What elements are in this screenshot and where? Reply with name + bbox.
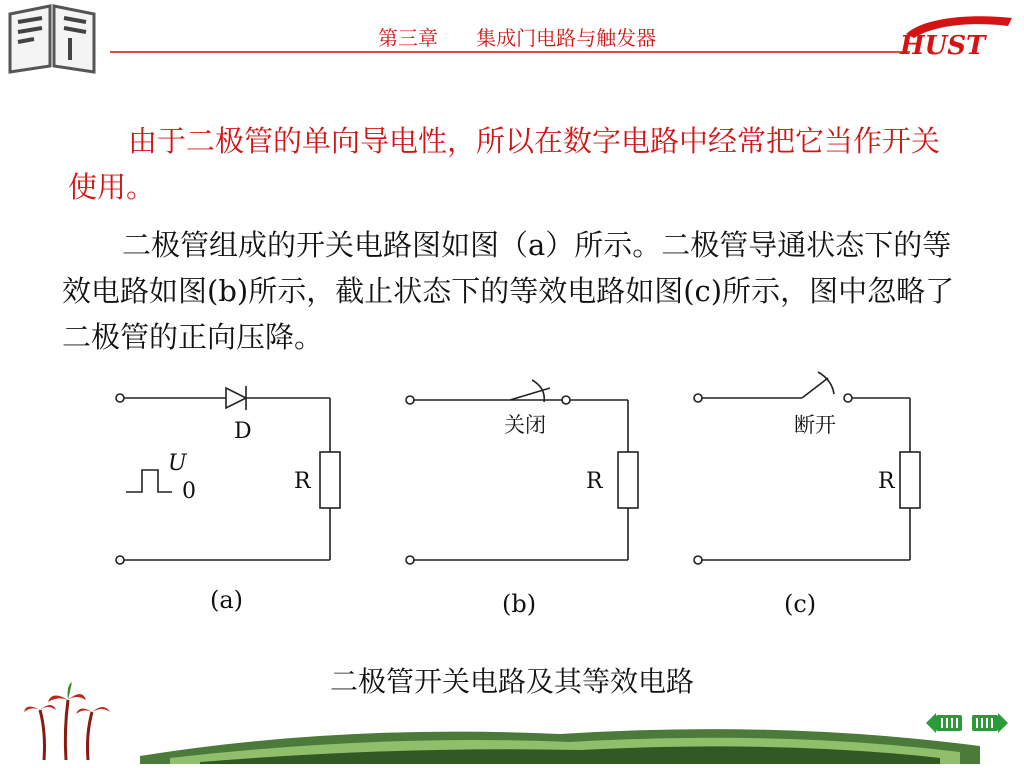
- source-label: U: [168, 451, 187, 476]
- resistor-c-label: R: [878, 469, 895, 494]
- resistor-a-label: R: [294, 469, 311, 494]
- terminal-a-top: [116, 394, 124, 402]
- description-paragraph: [62, 222, 972, 360]
- figure-a-label: (a): [210, 586, 244, 614]
- figure-caption: 二极管开关电路及其等效电路: [329, 665, 694, 698]
- terminal-c-bottom: [694, 556, 702, 564]
- circuit-c: [694, 372, 920, 564]
- grass-decoration: [140, 716, 980, 764]
- resistor-b: [618, 452, 638, 508]
- chapter-number: 第三章: [378, 26, 438, 50]
- open-switch-icon: [802, 378, 828, 398]
- resistor-b-label: R: [586, 469, 603, 494]
- pulse-source-icon: [126, 470, 172, 492]
- terminal-c-top: [694, 394, 702, 402]
- slide-header: [0, 0, 1024, 70]
- intro-paragraph: [68, 118, 968, 210]
- chapter-title: [378, 22, 656, 51]
- resistor-a: [320, 452, 340, 508]
- circuit-b: [406, 380, 638, 564]
- figure-c-label: (c): [784, 590, 817, 618]
- source-zero-label: 0: [182, 479, 196, 504]
- previous-page-button[interactable]: [924, 708, 964, 738]
- switch-closed-label: 关闭: [504, 413, 546, 437]
- intro-paragraph-text: 由于二极管的单向导电性，所以在数字电路中经常把它当作开关使用。: [68, 124, 941, 204]
- hust-logo-text: HUST: [900, 31, 986, 58]
- terminal-b-bottom: [406, 556, 414, 564]
- diode-icon: [226, 388, 246, 408]
- palm-trees-icon: [22, 682, 112, 762]
- hust-logo-icon: [896, 12, 1014, 58]
- switch-open-label: 断开: [794, 413, 836, 437]
- resistor-c: [900, 452, 920, 508]
- terminal-a-bottom: [116, 556, 124, 564]
- description-paragraph-text: 二极管组成的开关电路图如图（a）所示。二极管导通状态下的等效电路如图(b)所示，截止状态下的等效电路如图(c)所示，图中忽略了二极管的正向压降。: [62, 228, 955, 354]
- circuit-figure: [100, 370, 930, 630]
- next-page-button[interactable]: [970, 708, 1010, 738]
- diode-label: D: [234, 419, 252, 444]
- header-divider: [110, 51, 910, 53]
- book-logo-icon: [4, 2, 100, 74]
- figure-b-label: (b): [502, 590, 537, 618]
- chapter-name: 集成门电路与触发器: [476, 26, 657, 50]
- terminal-b-top: [406, 396, 414, 404]
